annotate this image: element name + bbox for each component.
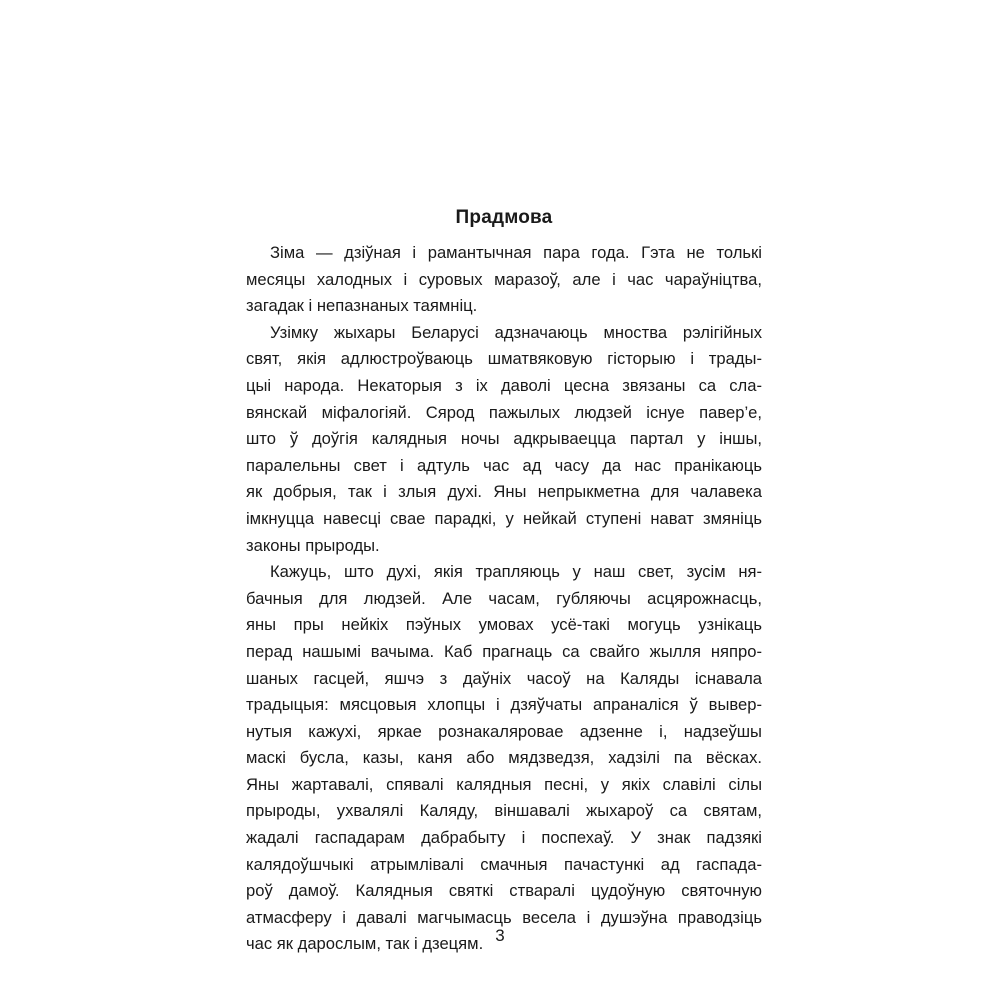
text-line: Кажуць, што духі, якія трапляюць у наш свет, зусім ня- (270, 562, 762, 582)
text-line: імкнуцца навесці свае парадкі, у нейкай ступені нават змяніць (246, 508, 762, 528)
page-title: Прадмова (455, 207, 553, 228)
text-line: перад нашымі вачыма. Каб прагнаць са свайго жылля няпро- (246, 641, 762, 661)
text-line: загадак і непазнаных таямніц. (246, 296, 478, 316)
text-line: месяцы халодных і суровых маразоў, але і час чараўніцтва, (246, 269, 762, 289)
text-line: маскі бусла, казы, каня або мядзведзя, хадзілі па вёсках. (246, 748, 762, 768)
text-line: яны пры нейкіх пэўных умовах усё-такі могуць узнікаць (246, 615, 762, 635)
text-line: атмасферу і давалі магчымасць весела і душэўна праводзіць (246, 907, 762, 927)
text-line: цыі народа. Некаторыя з іх даволі цесна звязаны са сла- (246, 375, 762, 395)
paragraph-2 (246, 320, 762, 559)
paragraph-3 (246, 559, 762, 958)
text-line: вянскай міфалогіяй. Сярод пажылых людзей існуе павер’е, (246, 402, 762, 422)
text-line: што ў доўгія калядныя ночы адкрываецца партал у іншы, (246, 429, 762, 449)
text-line: роў дамоў. Калядныя святкі стваралі цудоўную святочную (246, 881, 762, 901)
body-text (246, 240, 762, 958)
text-line: нутыя кажухі, яркае рознакаляровае адзенне і, надзеўшы (246, 721, 762, 741)
text-line: паралельны свет і адтуль час ад часу да нас пранікаюць (246, 455, 762, 475)
text-line: свят, якія адлюстроўваюць шматвяковую гісторыю і трады- (246, 349, 762, 369)
text-line: прыроды, ухвалялі Каляду, віншавалі жыхароў са святам, (246, 801, 762, 821)
text-line: калядоўшчыкі атрымлівалі смачныя пачастункі ад гаспада- (246, 854, 762, 874)
text-line: Яны жартавалі, спявалі калядныя песні, у якіх славілі сілы (246, 774, 762, 794)
text-line: час як дарослым, так і дзецям. (246, 934, 484, 954)
text-line: традыцыя: мясцовыя хлопцы і дзяўчаты апраналіся ў вывер- (246, 695, 762, 715)
text-line: Зіма — дзіўная і рамантычная пара года. Гэта не толькі (270, 243, 762, 262)
text-line: шаных гасцей, яшчэ з даўніх часоў на Каляды існавала (246, 668, 762, 688)
text-line: законы прыроды. (246, 535, 380, 555)
text-line: як добрыя, так і злыя духі. Яны непрыкметна для чалавека (246, 482, 762, 502)
text-line: бачныя для людзей. Але часам, губляючы асцярожнасць, (246, 588, 762, 608)
text-line: жадалі гаспадарам дабрабыту і поспехаў. У знак падзякі (246, 828, 762, 848)
page-number: 3 (495, 926, 505, 945)
paragraph-1 (246, 240, 762, 320)
text-line: Узімку жыхары Беларусі адзначаюць мноства рэлігійных (270, 322, 762, 342)
